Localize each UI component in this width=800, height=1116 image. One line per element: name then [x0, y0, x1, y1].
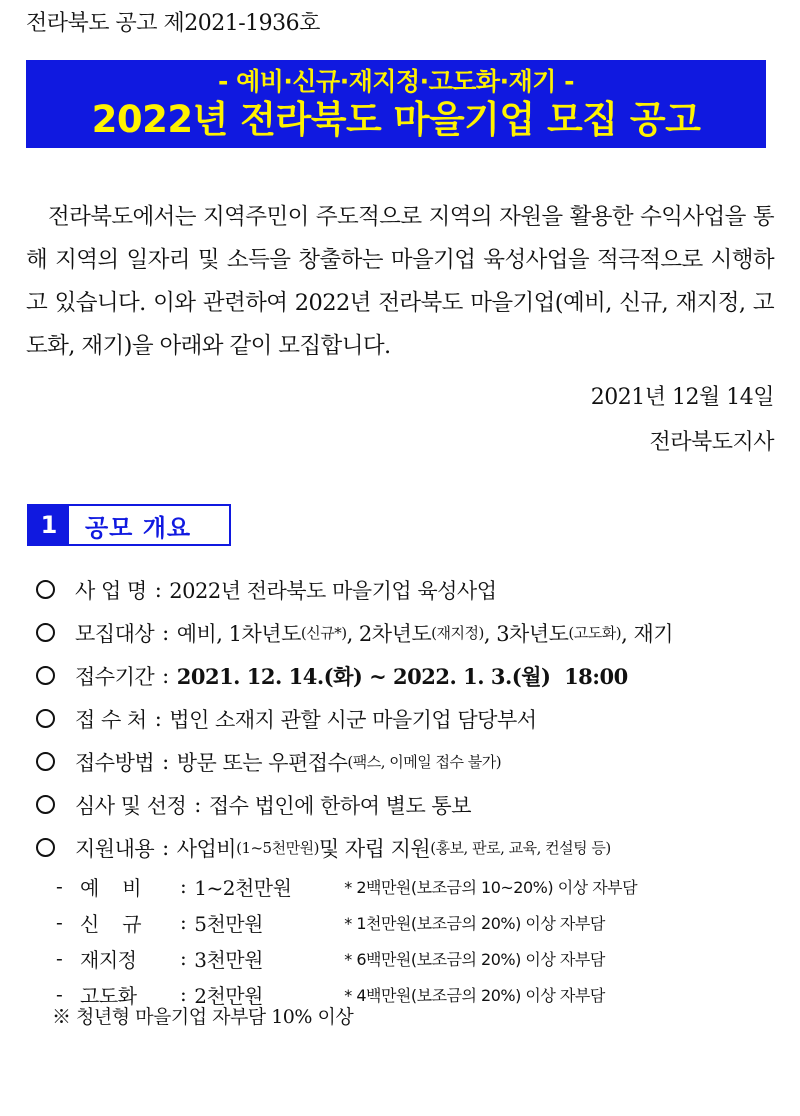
intro-text: 전라북도에서는 지역주민이 주도적으로 지역의 자원을 활용한 수익사업을 통해 지역의 일자리 및 소득을 창출하는 마을기업 육성사업을 적극적으로 시행하고 있습니다. 이와 관련하여 2022년 전라북도 마을기업(예비, 신규, 재지정, 고도화, 재기)을 아래와 같이 모집합니다. [26, 204, 774, 359]
item-label: 지원내용 [75, 836, 155, 861]
list-item: - 예 비 : 1~2천만원 * 2백만원(보조금의 10~20%) 이상 자부담 [56, 868, 776, 904]
list-item-review: 심사 및 선정 : 접수 법인에 한하여 별도 통보 [36, 783, 796, 826]
title-banner [26, 60, 766, 148]
item-label: 접수방법 [75, 750, 155, 775]
list-item-method: 접수방법 : 방문 또는 우편접수 (팩스, 이메일 접수 불가) [36, 740, 796, 783]
item-value: 법인 소재지 관할 시군 마을기업 담당부서 [169, 707, 537, 732]
item-value: , 3차년도 [483, 621, 569, 646]
detail-note: * 2백만원(보조금의 10~20%) 이상 자부담 [344, 877, 638, 897]
item-value: 2022년 전라북도 마을기업 육성사업 [169, 578, 497, 603]
item-value: 및 자립 지원 [318, 836, 431, 861]
list-item-business-name: 사 업 명 : 2022년 전라북도 마을기업 육성사업 [36, 568, 796, 611]
item-label: 심사 및 선정 [75, 793, 187, 818]
circle-bullet-icon [36, 795, 55, 814]
item-note: (고도화) [568, 624, 622, 642]
item-value: 방문 또는 우편접수 [176, 750, 348, 775]
detail-amount: 2천만원 [194, 983, 263, 1008]
circle-bullet-icon [36, 709, 55, 728]
detail-note: * 6백만원(보조금의 20%) 이상 자부담 [344, 949, 605, 969]
banner-title: 2022년 전라북도 마을기업 모집 공고 [91, 98, 701, 141]
item-note: (1~5천만원) [236, 839, 319, 857]
item-note: (재지정) [431, 624, 484, 642]
detail-label: 고도화 [80, 983, 137, 1008]
item-label: 모집대상 [75, 621, 155, 646]
detail-amount: 3천만원 [194, 947, 263, 972]
section-number: 1 [29, 506, 69, 544]
circle-bullet-icon [36, 666, 55, 685]
item-label: 사 업 명 [75, 578, 147, 603]
detail-label: 재지정 [80, 947, 137, 972]
footnote: ※ 청년형 마을기업 자부담 10% 이상 [52, 1006, 354, 1028]
item-value: 접수 법인에 한하여 별도 통보 [208, 793, 471, 818]
item-value: , 2차년도 [346, 621, 432, 646]
detail-label: 신 규 [80, 911, 142, 936]
item-label: 접수기간 [75, 664, 155, 689]
support-detail-list [56, 868, 776, 1012]
notice-number: 전라북도 공고 제2021-1936호 [26, 11, 320, 36]
list-item: - 신 규 : 5천만원 * 1천만원(보조금의 20%) 이상 자부담 [56, 904, 776, 940]
intro-paragraph [26, 196, 774, 368]
item-value: 사업비 [176, 836, 237, 861]
item-label: 접 수 처 [75, 707, 147, 732]
section-title: 공모 개요 [85, 513, 192, 542]
item-note: (팩스, 이메일 접수 불가) [347, 753, 502, 771]
list-item-place: 접 수 처 : 법인 소재지 관할 시군 마을기업 담당부서 [36, 697, 796, 740]
circle-bullet-icon [36, 838, 55, 857]
list-item-support: 지원내용 : 사업비 (1~5천만원) 및 자립 지원 (홍보, 판로, 교육, 컨설팅 등) [36, 826, 796, 869]
detail-amount: 1~2천만원 [194, 875, 292, 900]
list-item: - 고도화 : 2천만원 * 4백만원(보조금의 20%) 이상 자부담 [56, 976, 776, 1012]
item-value: 2021. 12. 14.(화) ~ 2022. 1. 3.(월) 18:00 [176, 663, 628, 689]
detail-note: * 1천만원(보조금의 20%) 이상 자부담 [344, 913, 605, 933]
section-header-overview [27, 504, 231, 546]
notice-date: 2021년 12월 14일 [590, 385, 774, 410]
overview-list [36, 568, 796, 869]
detail-label: 예 비 [80, 875, 142, 900]
item-value: , 재기 [621, 621, 674, 646]
item-note: (홍보, 판로, 교육, 컨설팅 등) [430, 839, 611, 857]
circle-bullet-icon [36, 623, 55, 642]
circle-bullet-icon [36, 580, 55, 599]
banner-subtitle: - 예비·신규·재지정·고도화·재기 - [218, 67, 574, 96]
detail-amount: 5천만원 [194, 911, 263, 936]
item-note: (신규*) [300, 624, 347, 642]
list-item-target: 모집대상 : 예비, 1차년도 (신규*) , 2차년도 (재지정) , 3차년도 (고도화) , 재기 [36, 611, 796, 654]
signer: 전라북도지사 [649, 430, 774, 455]
list-item: - 재지정 : 3천만원 * 6백만원(보조금의 20%) 이상 자부담 [56, 940, 776, 976]
list-item-period: 접수기간 : 2021. 12. 14.(화) ~ 2022. 1. 3.(월) 18:00 [36, 654, 796, 697]
circle-bullet-icon [36, 752, 55, 771]
detail-note: * 4백만원(보조금의 20%) 이상 자부담 [344, 985, 605, 1005]
item-value: 예비, 1차년도 [176, 621, 301, 646]
